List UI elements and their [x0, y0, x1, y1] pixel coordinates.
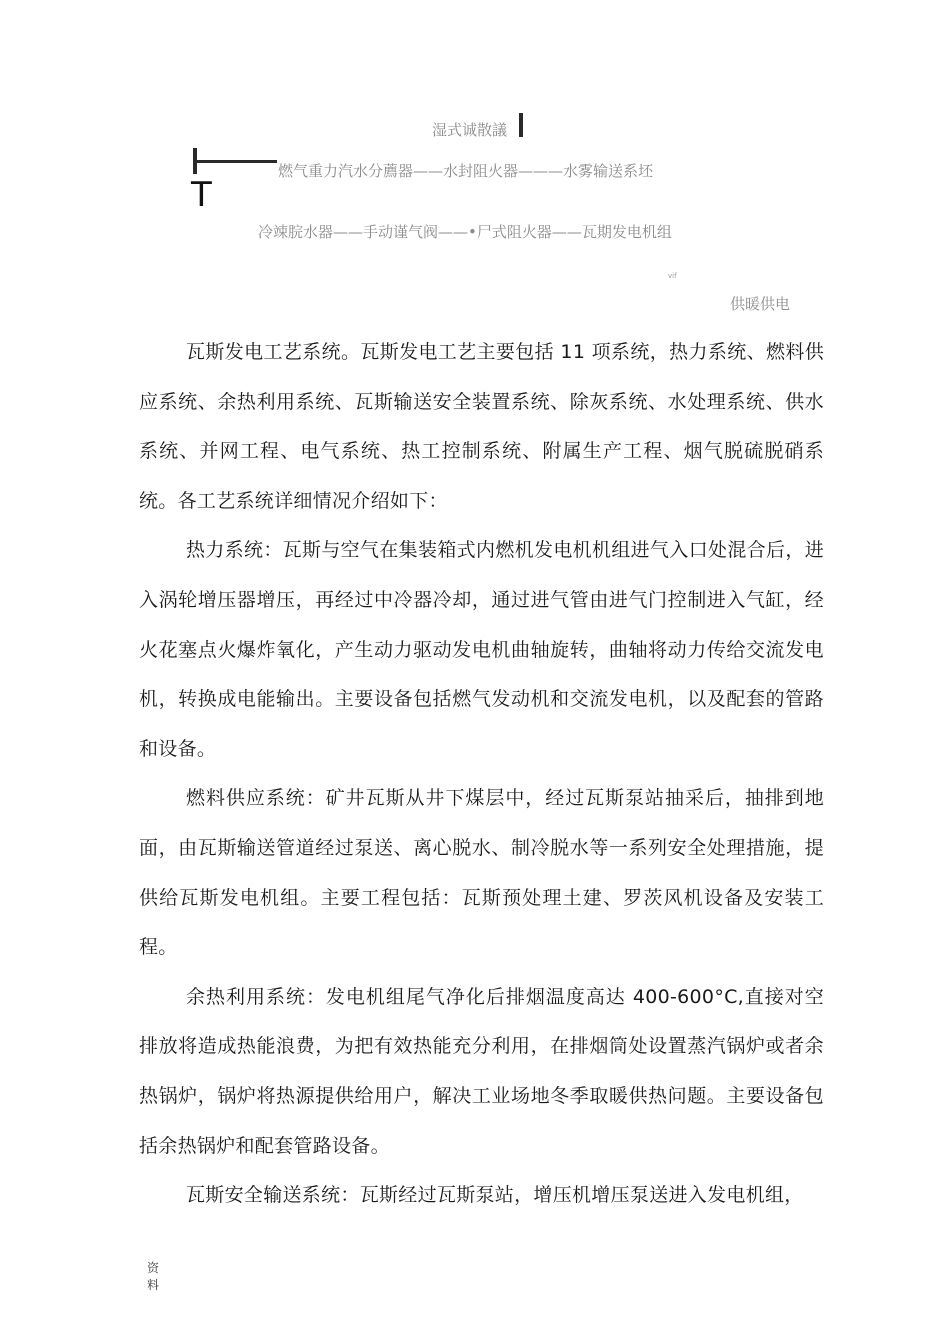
diagram-flow-row-2: 冷竦脘水器——手动谨气阀——•尸式阻火器——瓦期发电机组 [258, 223, 672, 241]
diagram-left-arrow-line [197, 160, 277, 163]
paragraph-waste-heat: 余热利用系统：发电机组尾气净化后排烟温度高达 400-600°C,直接对空排放将造成热能浪费，为把有效热能充分利用，在排烟筒处设置蒸汽锅炉或者余热锅炉，锅炉将热源提供给用户，解决工业场地冬季取暖供热问题。主要设备包括余热锅炉和配套管路设备。 [139, 985, 824, 1157]
diagram-small-note: vif [668, 272, 677, 280]
process-flow-diagram [0, 0, 950, 320]
diagram-top-label: 湿式诚散議 [432, 121, 508, 139]
paragraph-overview: 瓦斯发电工艺系统。瓦斯发电工艺主要包括 11 项系统，热力系统、燃料供应系统、余热利用系统、瓦斯输送安全装置系统、除灰系统、水处理系统、供水系统、并网工程、电气系统、热工控制系统、附属生产工程、烟气脱硫脱硝系统。各工艺系统详细情况介绍如下： [139, 341, 824, 512]
document-body [139, 328, 824, 1221]
paragraph-gas-transport: 瓦斯安全输送系统：瓦斯经过瓦斯泵站，增压机增压泵送进入发电机组， [186, 1184, 804, 1207]
paragraph-fuel-supply: 燃料供应系统：矿井瓦斯从井下煤层中，经过瓦斯泵站抽采后，抽排到地面，由瓦斯输送管道经过泵送、离心脱水、制冷脱水等一系列安全处理措施，提供给瓦斯发电机组。主要工程包括：瓦斯预处理土建、罗茨风机设备及安装工程。 [139, 787, 824, 959]
diagram-vertical-connector [519, 113, 523, 137]
diagram-bottom-label: 供暖供电 [730, 295, 791, 313]
diagram-flow-row-1: 燃气重力汽水分薦器——水封阻火器———水雾输送系坯 [278, 162, 654, 180]
paragraph-thermal-system: 热力系统：瓦斯与空气在集装箱式内燃机发电机机组进气入口处混合后，进入涡轮增压器增压，再经过中冷器冷却，通过进气管由进气门控制进入气缸，经火花塞点火爆炸氧化，产生动力驱动发电机曲轴旋转，曲轴将动力传给交流发电机，转换成电能输出。主要设备包括燃气发动机和交流发电机，以及配套的管路和设备。 [139, 539, 824, 760]
page-footer-label: 资料 [147, 1261, 160, 1292]
diagram-t-junction: T [191, 175, 212, 215]
